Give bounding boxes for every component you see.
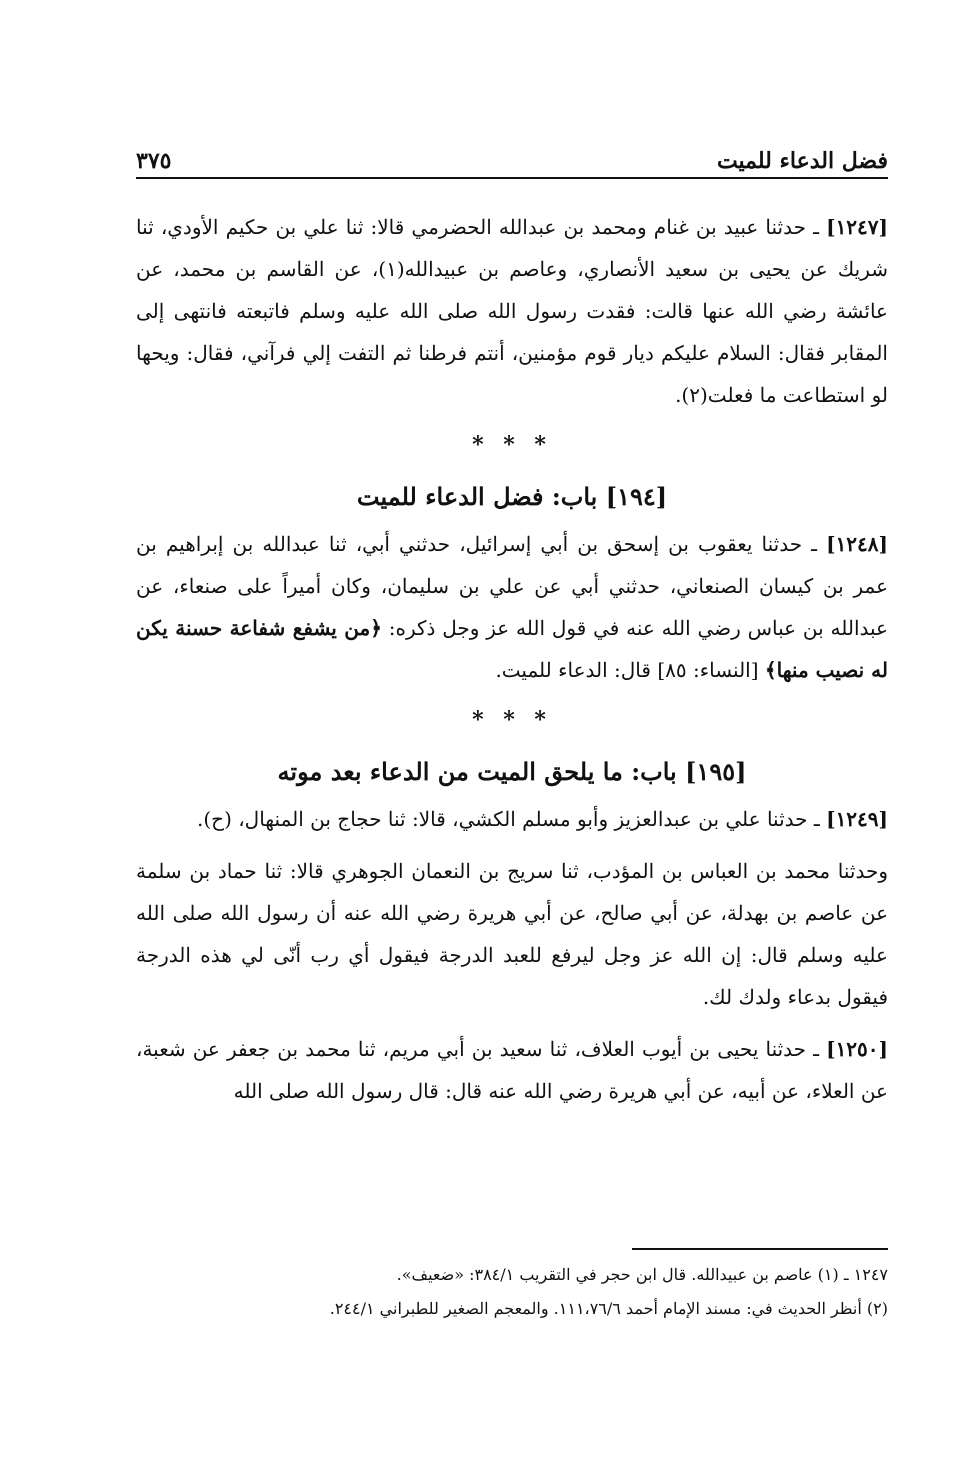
section-separator: * * * <box>472 432 552 458</box>
chapter-heading-195: [١٩٥] باب: ما يلحق الميت من الدعاء بعد موته <box>277 757 747 786</box>
hadith-1247 <box>136 206 888 416</box>
footnote-1: ١٢٤٧ ـ (١) عاصم بن عبيدالله. قال ابن حجر في التقريب ٣٨٤/١: «ضعيف». <box>396 1265 888 1284</box>
section-separator: * * * <box>472 707 552 733</box>
hadith-text: ـ حدثنا يحيى بن أيوب العلاف، ثنا سعيد بن أبي مريم، ثنا محمد بن جعفر عن شعبة، عن العلاء، عن أبيه، عن أبي هريرة رضي الله عنه قال: قال رسول الله صلى الله <box>136 1037 888 1103</box>
hadith-text: ـ حدثنا علي بن عبدالعزيز وأبو مسلم الكشي، قالا: ثنا حجاج بن المنهال، (ح). <box>197 807 827 831</box>
hadith-1248 <box>136 523 888 691</box>
chapter-heading-194: [١٩٤] باب: فضل الدعاء للميت <box>356 482 668 511</box>
hadith-text: ـ حدثنا عبيد بن غنام ومحمد بن عبدالله الحضرمي قالا: ثنا علي بن حكيم الأودي، ثنا شريك عن يحيى بن سعيد الأنصاري، وعاصم بن عبيدالله(١)، عن القاسم بن محمد، عن عائشة رضي الله عنها قالت: فقدت رسول الله صلى الله عليه وسلم فاتبعته فانتهى إلى المقابر فقال: السلام عليكم ديار قوم مؤمنين، أنتم فرطنا ثم التفت إلي فرآني، فقال: ويحها لو استطاعت ما فعلت(٢). <box>136 215 888 407</box>
hadith-number: [١٢٤٩] <box>826 807 888 831</box>
hadith-number: [١٢٥٠] <box>826 1037 888 1061</box>
hadith-1250 <box>136 1028 888 1112</box>
quran-verse: ﴿من يشفع شفاعة حسنة يكن له نصيب منها﴾ <box>136 616 888 682</box>
hadith-text-end: [النساء: ٨٥] قال: الدعاء للميت. <box>495 658 765 682</box>
page-number: ٣٧٥ <box>136 148 172 174</box>
hadith-1249-continuation: وحدثنا محمد بن العباس بن المؤدب، ثنا سريج بن النعمان الجوهري قالا: ثنا حماد بن سلمة عن عاصم بن بهدلة، عن أبي صالح، عن أبي هريرة رضي الله عنه أن رسول الله صلى الله عليه وسلم قال: إن الله عز وجل ليرفع للعبد الدرجة فيقول أي رب أنّى لي هذه الدرجة فيقول بدعاء ولدك لك. <box>136 859 889 1009</box>
page-header <box>136 134 888 174</box>
header-rule <box>136 177 888 179</box>
footnote-rule <box>632 1248 888 1250</box>
hadith-number: [١٢٤٧] <box>826 215 888 239</box>
hadith-text: ـ حدثنا يعقوب بن إسحق بن أبي إسرائيل، حدثني أبي، ثنا عبدالله بن إبراهيم بن عمر بن كيسان الصنعاني، حدثني أبي عن علي بن سليمان، وكان أميراً على صنعاء، عن عبدالله بن عباس رضي الله عنه في قول الله عز وجل ذكره: <box>136 532 888 640</box>
hadith-1249 <box>136 798 888 840</box>
footnote-2: (٢) أنظر الحديث في: مسند الإمام أحمد ١١١،٧٦/٦. والمعجم الصغير للطبراني ٢٤٤/١. <box>329 1299 888 1318</box>
page-body <box>136 206 888 1112</box>
hadith-number: [١٢٤٨] <box>826 532 888 556</box>
footnotes <box>136 1258 888 1326</box>
running-title: فضل الدعاء للميت <box>716 148 888 174</box>
